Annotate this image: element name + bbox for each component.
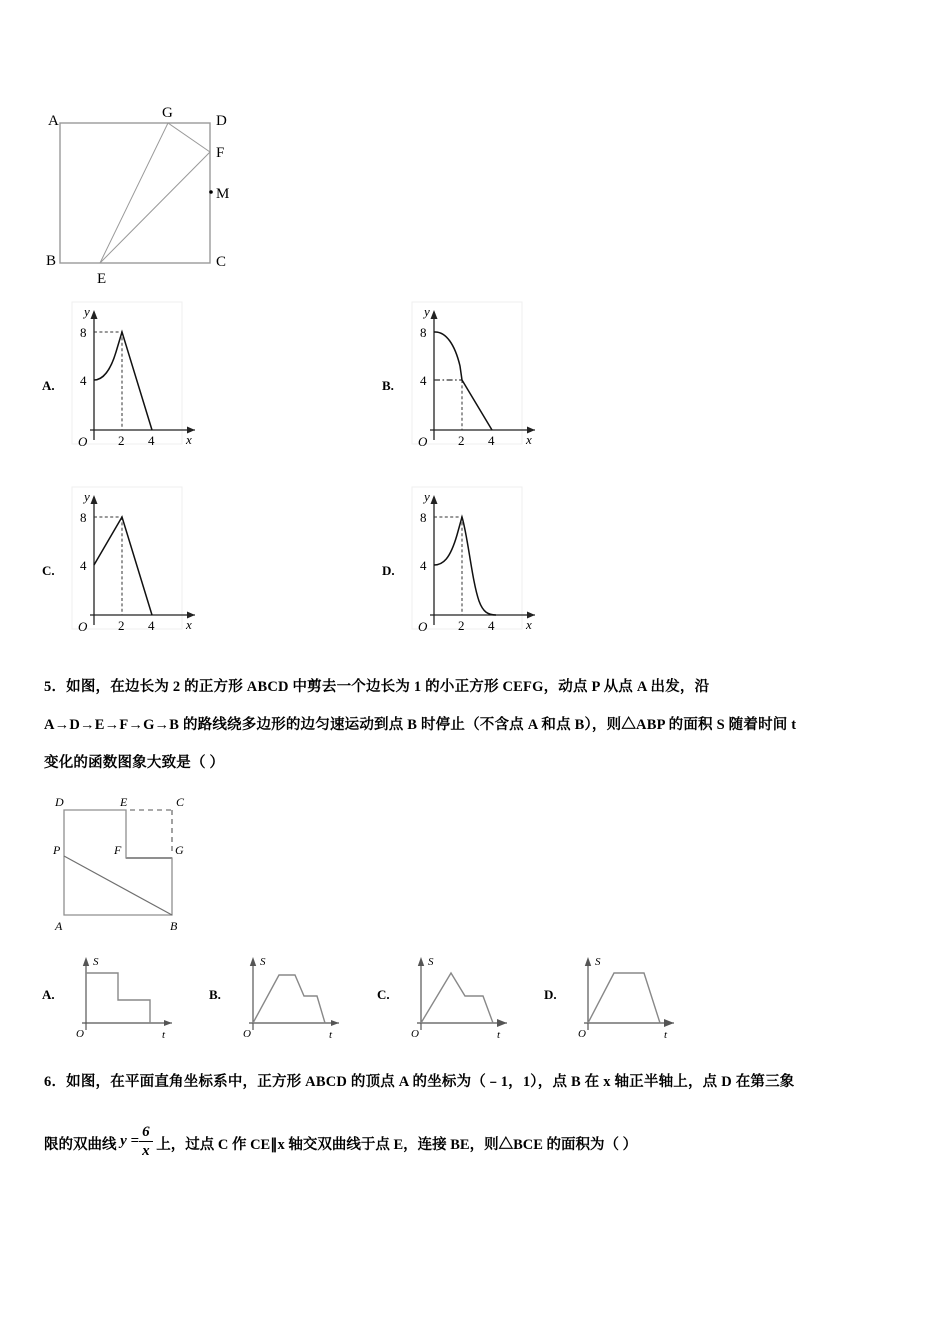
q4-b-ytick-4: 4 [420, 373, 427, 388]
question6-line2-suffix: 上，过点 C 作 CE∥x 轴交双曲线于点 E，连接 BE，则△BCE 的面积为（ ） [156, 1136, 638, 1153]
label-p2: P [53, 843, 61, 857]
segment-g-e [100, 123, 168, 263]
q5-c-y-arrow [418, 957, 424, 966]
q5-a-curve [86, 973, 150, 1023]
q4-b-frame [412, 302, 522, 444]
q5-b-y-arrow [250, 957, 256, 966]
label-b2: B [170, 919, 178, 933]
figure-square-abcd [40, 95, 270, 295]
question5-line3: 变化的函数图象大致是（ ） [44, 755, 225, 771]
q4-option-c-letter: C. [42, 563, 55, 578]
q5-option-b[interactable] [207, 945, 367, 1040]
q4-option-d-letter: D. [382, 563, 395, 578]
q4-c-y-label: y [84, 489, 90, 504]
q4-c-x-label: x [186, 617, 192, 632]
q4-c-frame [72, 487, 182, 629]
q5-a-y-arrow [83, 957, 89, 966]
q5-d-x-arrow [664, 1019, 674, 1027]
question6-line1: 6．如图，在平面直角坐标系中，正方形 ABCD 的顶点 A 的坐标为（﹣1，1），点 B 在 x 轴正半轴上，点 D 在第三象 [44, 1074, 795, 1090]
q5-option-a-letter: A. [42, 987, 55, 1002]
q4-c-ytick-4: 4 [80, 558, 87, 573]
label-c: C [216, 254, 227, 270]
formula-numerator: 6 [142, 1124, 150, 1140]
label-d: D [216, 113, 227, 129]
q5-a-x-label: t [162, 1029, 166, 1041]
label-d2: D [55, 795, 64, 809]
q4-c-origin: O [78, 619, 88, 634]
q4-a-xtick-2: 2 [118, 433, 125, 448]
q4-d-x-label: x [526, 617, 532, 632]
label-g2: G [175, 843, 184, 857]
q5-c-curve [421, 973, 493, 1023]
q4-a-frame [72, 302, 182, 444]
formula-lhs: y = [120, 1132, 140, 1149]
segment-f-e [100, 152, 210, 263]
q4-option-b-letter: B. [382, 378, 394, 393]
q5-b-origin: O [243, 1028, 251, 1040]
q5-c-origin: O [411, 1028, 419, 1040]
q5-b-curve [253, 975, 325, 1023]
q4-c-xtick-4: 4 [148, 618, 155, 633]
q5-c-x-arrow [497, 1019, 507, 1027]
label-b: B [46, 253, 57, 269]
q5-a-origin: O [76, 1028, 84, 1040]
q4-b-x-label: x [526, 432, 532, 447]
label-e: E [97, 271, 107, 287]
q5-option-c[interactable] [375, 945, 535, 1040]
q4-option-c[interactable] [40, 485, 220, 635]
q5-d-x-label: t [664, 1029, 668, 1041]
q4-option-b[interactable] [380, 300, 560, 450]
segment-p-b [64, 856, 172, 915]
q5-d-origin: O [578, 1028, 586, 1040]
q5-b-x-label: t [329, 1029, 333, 1041]
q4-a-ytick-4: 4 [80, 373, 87, 388]
q5-option-d[interactable] [542, 945, 702, 1040]
q4-c-xtick-2: 2 [118, 618, 125, 633]
q5-option-c-letter: C. [377, 987, 390, 1002]
formula-bar [139, 1141, 153, 1142]
q4-a-y-label: y [84, 304, 90, 319]
square-outline [60, 123, 210, 263]
label-a: A [48, 113, 59, 129]
segment-g-f [168, 123, 210, 152]
q4-a-origin: O [78, 434, 88, 449]
q4-b-xtick-4: 4 [488, 433, 495, 448]
question6-line2 [44, 1124, 924, 1163]
question5-line1: 5．如图，在边长为 2 的正方形 ABCD 中剪去一个边长为 1 的小正方形 CEFG，动点 P 从点 A 出发，沿 [44, 679, 710, 695]
formula-fraction [139, 1124, 153, 1159]
q4-d-ytick-8: 8 [420, 510, 427, 525]
q5-a-y-label: S [93, 956, 99, 968]
q4-option-a-letter: A. [42, 378, 55, 393]
polygon-outline [64, 810, 172, 915]
q5-d-curve [588, 973, 660, 1023]
q4-d-ytick-4: 4 [420, 558, 427, 573]
q4-b-y-label: y [424, 304, 430, 319]
figure-l-shape-polygon [50, 790, 270, 935]
label-c2: C [176, 795, 185, 809]
q4-d-xtick-4: 4 [488, 618, 495, 633]
q4-b-origin: O [418, 434, 428, 449]
q4-d-frame [412, 487, 522, 629]
q5-b-y-label: S [260, 956, 266, 968]
label-e2: E [120, 795, 128, 809]
point-m-dot [209, 190, 213, 194]
q4-a-x-label: x [186, 432, 192, 447]
q4-d-y-label: y [424, 489, 430, 504]
q5-c-y-label: S [428, 956, 434, 968]
q5-option-d-letter: D. [544, 987, 557, 1002]
q4-option-d[interactable] [380, 485, 560, 635]
question6-line2-prefix: 限的双曲线 [44, 1136, 117, 1153]
label-g: G [162, 105, 173, 121]
q5-a-x-arrow [164, 1020, 172, 1026]
q4-b-ytick-8: 8 [420, 325, 427, 340]
q5-d-y-label: S [595, 956, 601, 968]
q5-c-x-label: t [497, 1029, 501, 1041]
q4-a-xtick-4: 4 [148, 433, 155, 448]
q5-b-x-arrow [331, 1020, 339, 1026]
q4-d-xtick-2: 2 [458, 618, 465, 633]
label-f: F [216, 145, 225, 161]
q4-option-a[interactable] [40, 300, 220, 450]
q5-d-y-arrow [585, 957, 591, 966]
q5-option-b-letter: B. [209, 987, 221, 1002]
hyperbola-formula [120, 1124, 152, 1159]
label-f2: F [114, 843, 122, 857]
q5-option-a[interactable] [40, 945, 200, 1040]
question5-line2: A→D→E→F→G→B 的路线绕多边形的边匀速运动到点 B 时停止（不含点 A 和点 B），则△ABP 的面积 S 随着时间 t [44, 717, 797, 733]
formula-denominator: x [142, 1143, 150, 1159]
q4-d-origin: O [418, 619, 428, 634]
label-a2: A [55, 919, 63, 933]
q4-b-xtick-2: 2 [458, 433, 465, 448]
q4-a-ytick-8: 8 [80, 325, 87, 340]
label-m: M [216, 186, 230, 202]
q4-c-ytick-8: 8 [80, 510, 87, 525]
